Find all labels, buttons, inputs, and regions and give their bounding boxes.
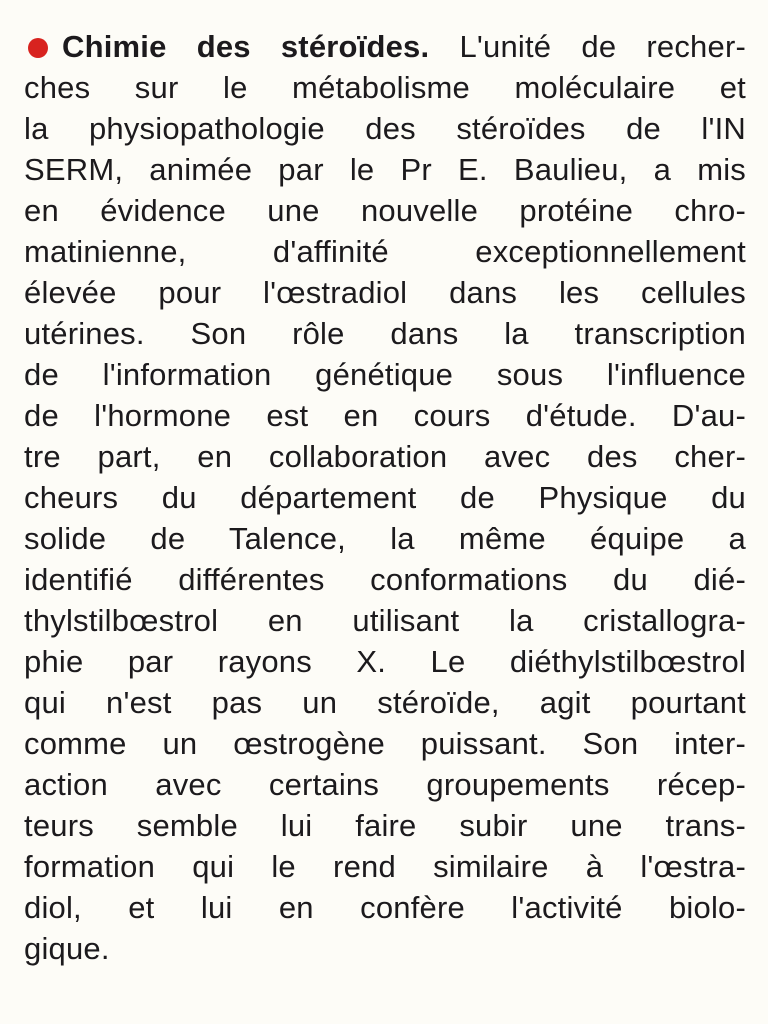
article-line: SERM, animée par le Pr E. Baulieu, a mis — [24, 152, 746, 187]
article-line: utérines. Son rôle dans la transcription — [24, 316, 746, 351]
article-line: de l'hormone est en cours d'étude. D'au- — [24, 398, 746, 433]
article-line: solide de Talence, la même équipe a — [24, 521, 746, 556]
red-bullet-icon — [28, 38, 48, 58]
article-line: cheurs du département de Physique du — [24, 480, 746, 515]
article-line-last: gique. — [24, 931, 110, 966]
article-line: phie par rayons X. Le diéthylstilbœstrol — [24, 644, 746, 679]
article-line: action avec certains groupements récep- — [24, 767, 746, 802]
article-line: de l'information génétique sous l'influence — [24, 357, 746, 392]
article-line: matinienne, d'affinité exceptionnellement — [24, 234, 746, 269]
article-line: qui n'est pas un stéroïde, agit pourtant — [24, 685, 746, 720]
article-line: ches sur le métabolisme moléculaire et — [24, 70, 746, 105]
article-line: diol, et lui en confère l'activité biolo- — [24, 890, 746, 925]
article-line: formation qui le rend similaire à l'œstra- — [24, 849, 746, 884]
article-line: en évidence une nouvelle protéine chro- — [24, 193, 746, 228]
article-line: thylstilbœstrol en utilisant la cristallogra- — [24, 603, 746, 638]
article-line: élevée pour l'œstradiol dans les cellules — [24, 275, 746, 310]
article-line: la physiopathologie des stéroïdes de l'IN — [24, 111, 746, 146]
article-line-1 — [24, 26, 746, 67]
article-line: teurs semble lui faire subir une trans- — [24, 808, 746, 843]
article-heading: Chimie des stéroïdes. — [62, 29, 430, 64]
article-line: identifié différentes conformations du dié- — [24, 562, 746, 597]
article-column — [24, 26, 746, 969]
article-line: comme un œstrogène puissant. Son inter- — [24, 726, 746, 761]
article-line: tre part, en collaboration avec des cher- — [24, 439, 746, 474]
article-line-1-text: L'unité de recher- — [429, 29, 746, 64]
